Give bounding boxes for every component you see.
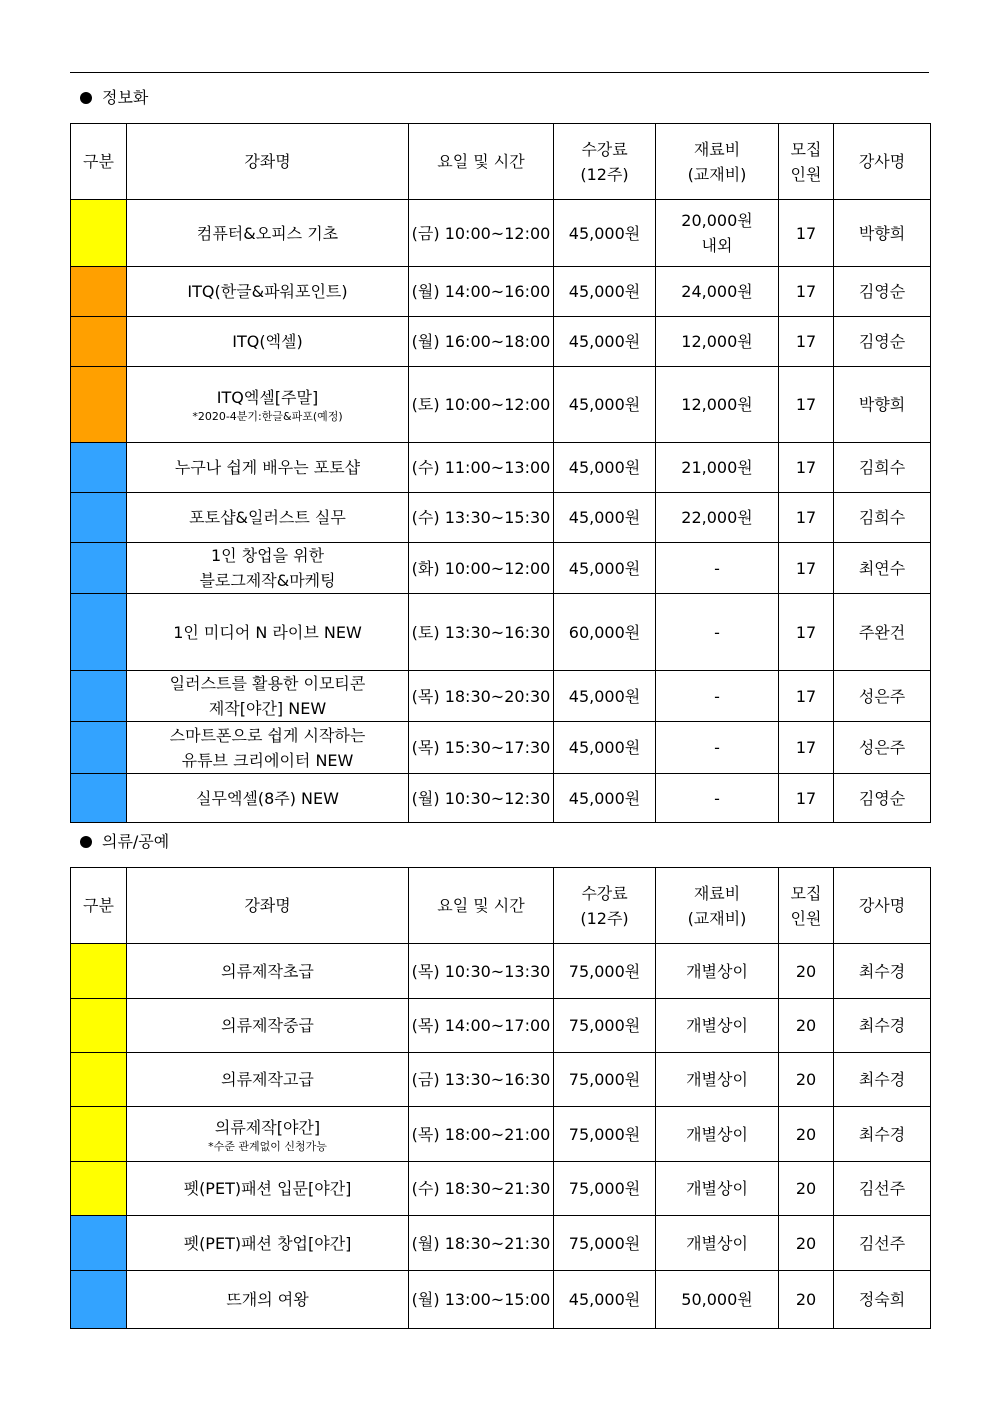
tuition-fee: 45,000원 [554,1271,656,1329]
course-name [127,267,409,317]
material-fee-text: 12,000원 [681,395,753,414]
table-row [71,367,931,443]
material-fee [656,1162,779,1216]
instructor: 주완건 [834,594,931,671]
instructor: 정숙희 [834,1271,931,1329]
tuition-fee: 45,000원 [554,671,656,722]
material-fee [656,543,779,594]
material-fee-text: - [714,622,720,642]
instructor: 최수경 [834,1107,931,1162]
schedule: (금) 10:00~12:00 [409,200,554,267]
course-name-text: 실무엑셀(8주) NEW [196,788,339,808]
course-name-text: 뜨개의 여왕 [226,1290,309,1309]
schedule: (토) 10:00~12:00 [409,367,554,443]
instructor: 김희수 [834,443,931,493]
course-name [127,493,409,543]
material-fee-text: - [714,738,720,757]
tuition-fee: 45,000원 [554,200,656,267]
table-row [71,1216,931,1271]
category-swatch [71,443,127,493]
schedule: (수) 18:30~21:30 [409,1162,554,1216]
tuition-fee: 60,000원 [554,594,656,671]
material-fee-text: 개별상이 [686,1124,748,1144]
course-name-line2: 블로그제작&마케팅 [199,571,336,590]
schedule: (화) 10:00~12:00 [409,543,554,594]
material-fee-text: 22,000원 [681,508,753,527]
header-fee-line1: 수강료 [581,139,628,159]
material-fee-text: 개별상이 [686,961,748,981]
category-swatch [71,493,127,543]
course-name-text: 누구나 쉽게 배우는 포토샵 [174,458,361,477]
course-name [127,543,409,594]
category-swatch [71,543,127,594]
header-row [71,868,931,944]
instructor: 성은주 [834,722,931,774]
course-name [127,999,409,1053]
table-row [71,1271,931,1329]
header-instructor: 강사명 [834,124,931,200]
instructor: 김선주 [834,1162,931,1216]
instructor: 김선주 [834,1216,931,1271]
table-row [71,317,931,367]
schedule: (월) 13:00~15:00 [409,1271,554,1329]
category-swatch [71,1053,127,1107]
header-material-line1: 재료비 [693,139,741,159]
header-fee [554,868,656,944]
course-table-crafts [70,867,931,1329]
schedule: (금) 13:30~16:30 [409,1053,554,1107]
material-fee-text: 개별상이 [686,1070,748,1089]
course-name [127,200,409,267]
material-fee [656,443,779,493]
category-swatch [71,367,127,443]
material-fee [656,1107,779,1162]
capacity: 20 [779,1053,834,1107]
material-fee [656,1053,779,1107]
schedule: (목) 18:00~21:00 [409,1107,554,1162]
capacity: 20 [779,1216,834,1271]
material-fee-text: - [714,788,720,808]
header-material [656,124,779,200]
material-fee [656,722,779,774]
course-name [127,443,409,493]
category-swatch [71,944,127,999]
table-row [71,493,931,543]
table-row [71,999,931,1053]
instructor: 최수경 [834,1053,931,1107]
bullet-icon [80,92,92,104]
schedule: (목) 18:30~20:30 [409,671,554,722]
material-fee-text: 21,000원 [681,458,753,477]
schedule: (월) 16:00~18:00 [409,317,554,367]
category-swatch [71,999,127,1053]
header-fee-line2: (12주) [580,164,629,184]
material-fee [656,1271,779,1329]
course-name-line1: 일러스트를 활용한 이모티콘 [169,674,366,693]
header-fee [554,124,656,200]
material-fee-text: - [714,686,720,706]
tuition-fee: 75,000원 [554,1216,656,1271]
material-fee [656,367,779,443]
instructor: 최수경 [834,944,931,999]
material-fee [656,1216,779,1271]
section-title-it: 정보화 [80,88,148,108]
table-row [71,1107,931,1162]
header-capacity-line1: 모집 [790,883,822,903]
header-material-line2: (교재비) [687,908,747,928]
material-fee [656,317,779,367]
course-name-text: 포토샵&일러스트 실무 [189,508,346,527]
table-row [71,1053,931,1107]
capacity: 17 [779,267,834,317]
header-schedule: 요일 및 시간 [409,868,554,944]
capacity: 20 [779,1162,834,1216]
course-name-line2: 제작[야간] NEW [208,699,327,718]
course-name-text: 컴퓨터&오피스 기초 [196,223,339,243]
capacity: 17 [779,367,834,443]
material-fee-text: 24,000원 [681,282,753,301]
capacity: 17 [779,317,834,367]
material-fee [656,267,779,317]
table-row [71,944,931,999]
category-swatch [71,594,127,671]
tuition-fee: 75,000원 [554,1107,656,1162]
bullet-icon [80,836,92,848]
schedule: (수) 11:00~13:00 [409,443,554,493]
tuition-fee: 45,000원 [554,774,656,823]
tuition-fee: 75,000원 [554,1053,656,1107]
header-capacity-line1: 모집 [790,139,822,159]
course-name [127,317,409,367]
schedule: (월) 10:30~12:30 [409,774,554,823]
material-fee-text: - [714,558,720,578]
table-row [71,443,931,493]
capacity: 20 [779,1107,834,1162]
material-fee-line2: 내외 [701,236,733,255]
header-instructor: 강사명 [834,868,931,944]
tuition-fee: 45,000원 [554,443,656,493]
category-swatch [71,1162,127,1216]
course-name-text: 1인 미디어 N 라이브 NEW [173,622,362,642]
capacity: 17 [779,543,834,594]
header-capacity [779,868,834,944]
material-fee [656,671,779,722]
course-note: *2020-4분기:한글&파포(예정) [192,410,343,423]
header-row [71,124,931,200]
capacity: 17 [779,722,834,774]
course-name [127,944,409,999]
capacity: 17 [779,774,834,823]
instructor: 박향희 [834,200,931,267]
table-row [71,722,931,774]
capacity: 17 [779,200,834,267]
course-name [127,594,409,671]
course-name-line1: 의류제작[야간] [214,1117,321,1137]
course-name-text: 펫(PET)패션 입문[야간] [183,1179,352,1198]
header-category: 구분 [71,868,127,944]
course-name-text: ITQ(엑셀) [232,332,303,351]
instructor: 김영순 [834,267,931,317]
table-row [71,200,931,267]
capacity: 17 [779,671,834,722]
course-name [127,671,409,722]
tuition-fee: 75,000원 [554,999,656,1053]
instructor: 최연수 [834,543,931,594]
course-name-line1: 스마트폰으로 쉽게 시작하는 [169,725,366,745]
course-name-line1: 1인 창업을 위한 [210,546,325,565]
course-name-text: 의류제작초급 [221,961,314,981]
category-swatch [71,267,127,317]
capacity: 17 [779,443,834,493]
tuition-fee: 45,000원 [554,722,656,774]
course-name-line1: ITQ엑셀[주말] [216,388,319,407]
tuition-fee: 45,000원 [554,543,656,594]
instructor: 김영순 [834,317,931,367]
capacity: 20 [779,1271,834,1329]
course-name [127,1216,409,1271]
tuition-fee: 45,000원 [554,267,656,317]
material-fee [656,200,779,267]
capacity: 17 [779,493,834,543]
course-name-text: ITQ(한글&파워포인트) [187,282,348,301]
header-fee-line2: (12주) [580,908,629,928]
material-fee [656,944,779,999]
capacity: 17 [779,594,834,671]
material-fee-text: 12,000원 [681,332,753,351]
course-name [127,367,409,443]
table-row [71,267,931,317]
header-capacity [779,124,834,200]
instructor: 김영순 [834,774,931,823]
material-fee-line1: 20,000원 [681,211,753,230]
material-fee [656,999,779,1053]
tuition-fee: 75,000원 [554,1162,656,1216]
material-fee-text: 개별상이 [686,1179,748,1198]
header-fee-line1: 수강료 [581,883,628,903]
header-material-line2: (교재비) [687,164,747,184]
course-name-text: 펫(PET)패션 창업[야간] [183,1233,352,1253]
table-row [71,774,931,823]
schedule: (월) 14:00~16:00 [409,267,554,317]
header-category: 구분 [71,124,127,200]
tuition-fee: 45,000원 [554,317,656,367]
material-fee [656,594,779,671]
header-course: 강좌명 [127,124,409,200]
table-row [71,1162,931,1216]
material-fee [656,493,779,543]
tuition-fee: 45,000원 [554,493,656,543]
capacity: 20 [779,944,834,999]
material-fee [656,774,779,823]
course-name [127,1162,409,1216]
course-table-it [70,123,931,823]
category-swatch [71,722,127,774]
schedule: (수) 13:30~15:30 [409,493,554,543]
header-course: 강좌명 [127,868,409,944]
header-material-line1: 재료비 [693,883,741,903]
course-name [127,1053,409,1107]
course-name-text: 의류제작중급 [221,1016,314,1035]
instructor: 성은주 [834,671,931,722]
table-row [71,543,931,594]
category-swatch [71,1107,127,1162]
top-rule [70,72,929,73]
section-title-crafts: 의류/공예 [80,832,169,852]
category-swatch [71,671,127,722]
category-swatch [71,200,127,267]
table-row [71,671,931,722]
table-row [71,594,931,671]
course-note: *수준 관계없이 신청가능 [208,1139,327,1153]
tuition-fee: 45,000원 [554,367,656,443]
material-fee-text: 개별상이 [686,1233,748,1253]
schedule: (월) 18:30~21:30 [409,1216,554,1271]
course-name [127,1271,409,1329]
category-swatch [71,1271,127,1329]
material-fee-text: 개별상이 [686,1016,748,1035]
header-capacity-line2: 인원 [790,164,822,184]
capacity: 20 [779,999,834,1053]
material-fee-text: 50,000원 [681,1290,753,1309]
tuition-fee: 75,000원 [554,944,656,999]
category-swatch [71,774,127,823]
category-swatch [71,317,127,367]
course-name [127,774,409,823]
schedule: (목) 15:30~17:30 [409,722,554,774]
course-name-line2: 유튜브 크리에이터 NEW [181,750,354,770]
header-material [656,868,779,944]
category-swatch [71,1216,127,1271]
course-name-text: 의류제작고급 [221,1070,314,1089]
instructor: 최수경 [834,999,931,1053]
header-capacity-line2: 인원 [790,908,822,928]
instructor: 박향희 [834,367,931,443]
schedule: (토) 13:30~16:30 [409,594,554,671]
instructor: 김희수 [834,493,931,543]
course-name [127,722,409,774]
header-schedule: 요일 및 시간 [409,124,554,200]
course-name [127,1107,409,1162]
schedule: (목) 14:00~17:00 [409,999,554,1053]
schedule: (목) 10:30~13:30 [409,944,554,999]
